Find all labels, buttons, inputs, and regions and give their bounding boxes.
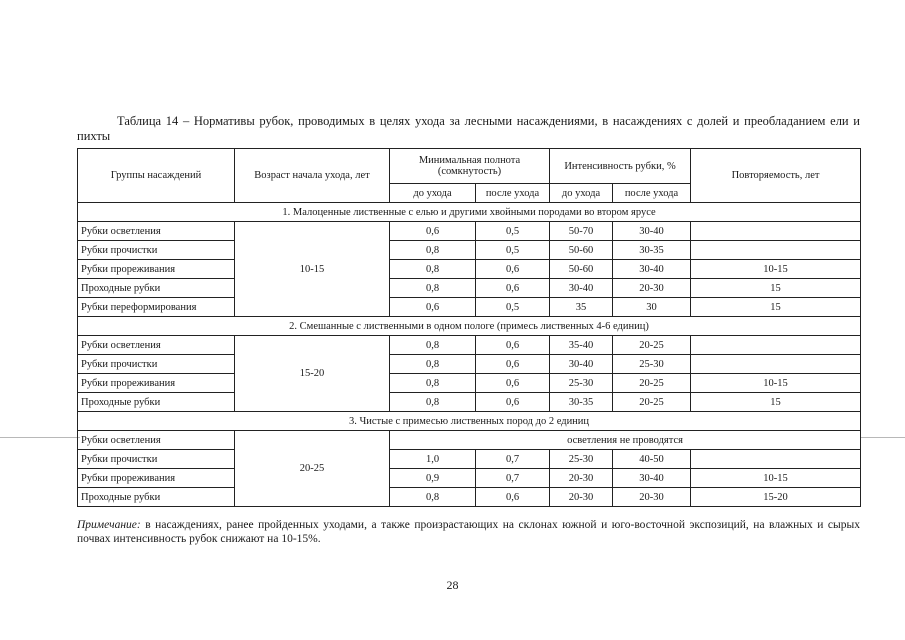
cell-density-before: 0,8: [390, 279, 476, 298]
cell-repeat: 15: [691, 393, 861, 412]
table-caption: Таблица 14 – Нормативы рубок, проводимых в целях ухода за лесными насаждениями, в насаждениях с долей и преобладанием ели и пихты: [77, 114, 860, 143]
table-row: [78, 260, 861, 279]
cell-repeat: 10-15: [691, 260, 861, 279]
cell-intensity-after: 20-30: [613, 279, 691, 298]
cell-repeat: [691, 450, 861, 469]
cell-density-before: 0,8: [390, 336, 476, 355]
note-text: в насаждениях, ранее пройденных уходами, а также произрастающих на склонах южной и юго-восточной экспозиций, на влажных и сырых почвах интенсивность рубок снижают на 10-15%.: [77, 519, 860, 545]
cell-group: Рубки прочистки: [78, 355, 235, 374]
cell-intensity-before: 20-30: [550, 488, 613, 507]
cell-intensity-after: 30-40: [613, 260, 691, 279]
cell-group: Рубки прочистки: [78, 450, 235, 469]
section-row: [78, 412, 861, 431]
cell-intensity-after: 20-25: [613, 393, 691, 412]
note-label: Примечание:: [77, 519, 141, 531]
header-density-text: Минимальная полнота (сомкнутость): [418, 155, 521, 177]
table-row: [78, 488, 861, 507]
cell-intensity-before: 35: [550, 298, 613, 317]
cell-repeat: [691, 241, 861, 260]
cell-intensity-after: 40-50: [613, 450, 691, 469]
cell-density-before: 0,6: [390, 298, 476, 317]
cell-age: 15-20: [235, 336, 390, 412]
cell-group: Рубки осветления: [78, 431, 235, 450]
table-row: [78, 469, 861, 488]
cell-density-after: 0,6: [476, 374, 550, 393]
header-group: Группы насаждений: [78, 149, 235, 203]
section-title: 3. Чистые с примесью лиственных пород до 2 единиц: [78, 412, 861, 431]
cell-repeat: [691, 222, 861, 241]
section-row: [78, 317, 861, 336]
header-repeat: Повторяемость, лет: [691, 149, 861, 203]
cell-repeat: 10-15: [691, 469, 861, 488]
cell-intensity-after: 20-30: [613, 488, 691, 507]
scan-artifact-line: [860, 437, 905, 438]
table-header-row: [78, 149, 861, 184]
cell-group: Рубки переформирования: [78, 298, 235, 317]
cell-repeat: [691, 355, 861, 374]
scan-artifact-line: [0, 437, 80, 438]
subheader-density-after: после ухода: [476, 184, 550, 203]
cell-density-before: 0,8: [390, 355, 476, 374]
cell-density-after: 0,6: [476, 393, 550, 412]
cell-intensity-after: 25-30: [613, 355, 691, 374]
subheader-intensity-after: после ухода: [613, 184, 691, 203]
table-row: [78, 355, 861, 374]
table-row: [78, 393, 861, 412]
table-note: [77, 518, 860, 546]
cell-group: Проходные рубки: [78, 279, 235, 298]
cell-intensity-before: 50-60: [550, 241, 613, 260]
cell-density-after: 0,6: [476, 260, 550, 279]
cell-intensity-after: 20-25: [613, 336, 691, 355]
header-age: Возраст начала ухода, лет: [235, 149, 390, 203]
table-row: [78, 241, 861, 260]
cell-group: Рубки осветления: [78, 222, 235, 241]
cell-density-before: 0,8: [390, 393, 476, 412]
header-density: [390, 149, 550, 184]
cell-density-after: 0,6: [476, 355, 550, 374]
cell-intensity-after: 30: [613, 298, 691, 317]
cell-density-after: 0,6: [476, 279, 550, 298]
cell-repeat: [691, 336, 861, 355]
cell-density-after: 0,7: [476, 450, 550, 469]
cell-density-after: 0,5: [476, 241, 550, 260]
cell-intensity-before: 35-40: [550, 336, 613, 355]
cell-age: 20-25: [235, 431, 390, 507]
header-intensity: Интенсивность рубки, %: [550, 149, 691, 184]
cell-repeat: 15-20: [691, 488, 861, 507]
cell-group: Рубки прореживания: [78, 260, 235, 279]
cell-group: Рубки прореживания: [78, 374, 235, 393]
table-row: [78, 450, 861, 469]
cell-group: Рубки прочистки: [78, 241, 235, 260]
cell-density-before: 0,8: [390, 241, 476, 260]
cell-group: Проходные рубки: [78, 393, 235, 412]
cell-group: Проходные рубки: [78, 488, 235, 507]
cell-group: Рубки осветления: [78, 336, 235, 355]
cell-not-conducted: осветления не проводятся: [390, 431, 861, 450]
cell-intensity-after: 30-35: [613, 241, 691, 260]
cell-repeat: 15: [691, 279, 861, 298]
cell-density-after: 0,6: [476, 336, 550, 355]
cell-intensity-before: 30-40: [550, 279, 613, 298]
cell-intensity-after: 30-40: [613, 222, 691, 241]
cell-age: 10-15: [235, 222, 390, 317]
cell-intensity-before: 20-30: [550, 469, 613, 488]
cell-intensity-before: 50-60: [550, 260, 613, 279]
cell-density-before: 0,6: [390, 222, 476, 241]
cell-repeat: 15: [691, 298, 861, 317]
cell-intensity-before: 25-30: [550, 374, 613, 393]
section-title: 1. Малоценные лиственные с елью и другими хвойными породами во втором ярусе: [78, 203, 861, 222]
cell-density-after: 0,5: [476, 222, 550, 241]
cell-group: Рубки прореживания: [78, 469, 235, 488]
cell-density-before: 0,8: [390, 374, 476, 393]
table-row: [78, 374, 861, 393]
logging-norms-table: [77, 148, 861, 507]
cell-intensity-before: 25-30: [550, 450, 613, 469]
subheader-density-before: до ухода: [390, 184, 476, 203]
subheader-intensity-before: до ухода: [550, 184, 613, 203]
table-row: [78, 298, 861, 317]
section-title: 2. Смешанные с лиственными в одном пологе (примесь лиственных 4-6 единиц): [78, 317, 861, 336]
cell-density-before: 1,0: [390, 450, 476, 469]
cell-density-before: 0,9: [390, 469, 476, 488]
cell-intensity-after: 20-25: [613, 374, 691, 393]
cell-repeat: 10-15: [691, 374, 861, 393]
cell-density-after: 0,6: [476, 488, 550, 507]
cell-intensity-after: 30-40: [613, 469, 691, 488]
table-row: [78, 336, 861, 355]
cell-density-after: 0,7: [476, 469, 550, 488]
cell-density-before: 0,8: [390, 260, 476, 279]
table-row: [78, 222, 861, 241]
cell-density-before: 0,8: [390, 488, 476, 507]
cell-intensity-before: 30-35: [550, 393, 613, 412]
cell-intensity-before: 50-70: [550, 222, 613, 241]
cell-intensity-before: 30-40: [550, 355, 613, 374]
section-row: [78, 203, 861, 222]
page-number: 28: [446, 578, 459, 592]
cell-density-after: 0,5: [476, 298, 550, 317]
table-row: [78, 279, 861, 298]
table-row: [78, 431, 861, 450]
